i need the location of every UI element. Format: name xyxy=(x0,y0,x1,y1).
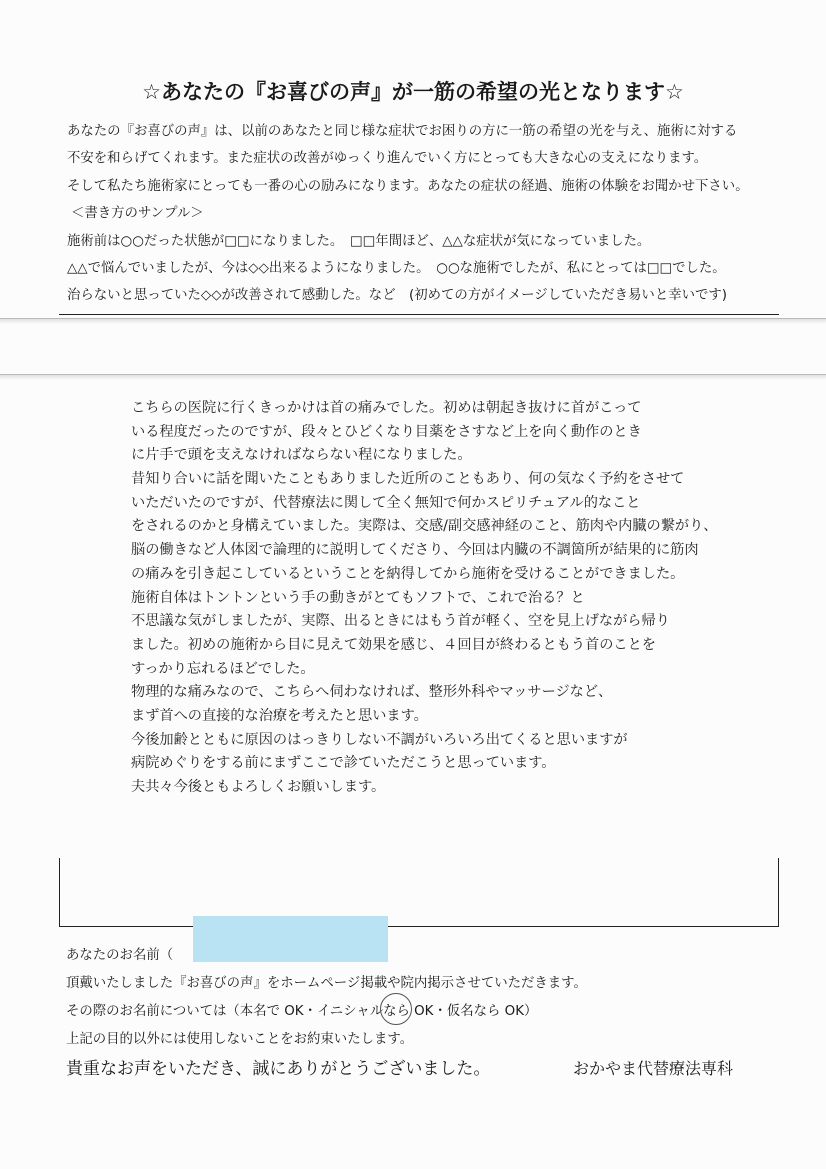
testimonial-line: 夫共々今後ともよろしくお願いします。 xyxy=(131,779,386,795)
intro-line: そして私たち施術家にとっても一番の心の励みになります。あなたの症状の経過、施術の体験をお聞かせ下さい。 xyxy=(67,178,749,194)
intro-line: △△で悩んでいましたが、今は◇◇出来るようになりました。 ○○な施術でしたが、私にとっては□□でした。 xyxy=(67,260,726,276)
consent-notice: 頂戴いたしました『お喜びの声』をホームページ掲載や院内掲示させていただきます。 xyxy=(66,976,587,991)
box-right-border xyxy=(778,858,779,926)
testimonial-line: いる程度だったのですが、段々とひどくなり目薬をさすなど上を向く動作のとき xyxy=(131,423,642,440)
testimonial-line: ました。初めの施術から目に見えて効果を感じ、４回目が終わるともう首のことを xyxy=(131,636,656,653)
testimonial-text xyxy=(131,397,751,800)
intro-line: 治らないと思っていた◇◇が改善されて感動した。など (初めての方がイメージしていただき易いと幸いです) xyxy=(67,288,727,304)
paper-fold-line xyxy=(0,318,826,319)
intro-line: 不安を和らげてくれます。また症状の改善がゆっくり進んでいく方にとっても大きな心の支えになります。 xyxy=(67,151,708,167)
testimonial-line: の痛みを引き起こしているということを納得してから施術を受けることができました。 xyxy=(131,565,685,582)
testimonial-line: 脳の働きなど人体図で論理的に説明してくださり、今回は内臓の不調箇所が結果的に筋肉 xyxy=(131,542,699,559)
testimonial-line: 施術自体はトントンという手の動きがとてもソフトで、これで治る？と xyxy=(131,589,585,606)
purpose-notice: 上記の目的以外には使用しないことをお約束いたします。 xyxy=(66,1032,414,1047)
redacted-name-field xyxy=(193,916,388,962)
intro-text xyxy=(67,118,812,310)
intro-line: あなたの『お喜びの声』は、以前のあなたと同じ様な症状でお困りの方に一筋の希望の光を与え、施術に対する xyxy=(67,124,738,139)
box-bottom-border xyxy=(59,926,779,927)
intro-line: 施術前は○○だった状態が□□になりました。 □□年間ほど、△△な症状が気になっていました。 xyxy=(67,233,651,249)
testimonial-line: に片手で頭を支えなければならない程になりました。 xyxy=(131,447,472,464)
clinic-name: おかやま代替療法専科 xyxy=(573,1059,734,1078)
testimonial-line: いただいたのですが、代替療法に関して全く無知で何かスピリチュアル的なこと xyxy=(131,494,641,511)
box-left-border xyxy=(59,858,60,926)
initials-selection-circle xyxy=(380,993,412,1025)
testimonial-line: 昔知り合いに話を聞いたこともありました近所のこともあり、何の気なく予約をさせて xyxy=(131,471,685,488)
testimonial-line: 今後加齢とともに原因のはっきりしない不調がいろいろ出てくると思いますが xyxy=(131,731,628,748)
footer-section xyxy=(66,942,786,1054)
page-title: ☆あなたの『お喜びの声』が一筋の希望の光となります☆ xyxy=(142,80,684,104)
testimonial-line: まず首への直接的な治療を考えたと思います。 xyxy=(131,707,428,724)
testimonial-line: 不思議な気がしましたが、実際、出るときにはもう首が軽く、空を見上げながら帰り xyxy=(131,613,670,630)
name-usage-options: その際のお名前については（本名で OK・イニシャルなら OK・仮名なら OK） xyxy=(66,1004,538,1019)
paper-fold-line-2 xyxy=(0,374,826,375)
testimonial-line: 病院めぐりをする前にまずここで診ていただこうと思っています。 xyxy=(131,755,556,772)
name-field-label: あなたのお名前（ xyxy=(66,948,174,963)
testimonial-line: 物理的な痛みなので、こちらへ伺わなければ、整形外科やマッサージなど、 xyxy=(131,684,613,701)
testimonial-line: すっかり忘れるほどでした。 xyxy=(131,660,315,677)
testimonial-line: こちらの医院に行くきっかけは首の痛みでした。初めは朝起き抜けに首がこって xyxy=(131,400,642,416)
testimonial-line: をされるのかと身構えていました。実際は、交感/副交感神経のこと、筋肉や内臓の繋がり、 xyxy=(131,518,718,535)
box-top-border xyxy=(59,314,779,315)
sample-heading: ＜書き方のサンプル＞ xyxy=(71,206,204,222)
closing-thanks: 貴重なお声をいただき、誠にありがとうございました。 xyxy=(66,1059,491,1079)
